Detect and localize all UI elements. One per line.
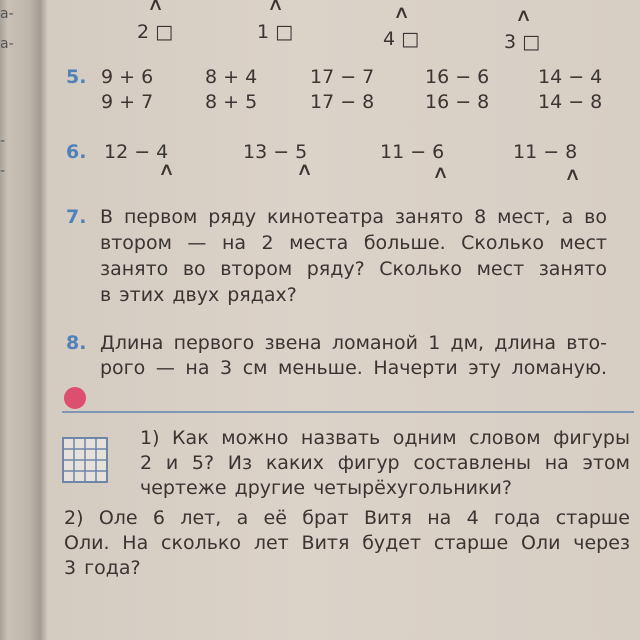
bonus-q2-line: Оли. На сколько лет Витя будет старше Оли через (64, 532, 630, 554)
pink-marker (64, 387, 86, 409)
caret-icon: ∧ (564, 164, 582, 185)
edge-fragment: а- (0, 36, 14, 52)
expression: 13 − 5 (243, 141, 308, 163)
expression: 9 + 6 (101, 66, 154, 88)
top-item: 3 □ (504, 31, 541, 53)
caret-icon: ∧ (432, 162, 450, 183)
caret-icon: ∧ (393, 2, 411, 23)
bonus-q2-line: 2) Оле 6 лет, а её брат Витя на 4 года старше (64, 507, 630, 529)
bonus-q1-line: 1) Как можно назвать одним словом фигуры (140, 427, 630, 449)
task-number: 6. (66, 141, 87, 163)
caret-icon: ∧ (158, 159, 176, 180)
expression: 16 − 8 (425, 91, 490, 113)
caret-icon: ∧ (296, 159, 314, 180)
expression: 11 − 8 (513, 141, 578, 163)
bonus-q1-line: чертеже другие четырёхугольники? (140, 477, 512, 499)
task7-line: втором — на 2 места больше. Сколько мест (100, 232, 607, 254)
top-item: 4 □ (383, 28, 420, 50)
expression: 11 − 6 (380, 141, 445, 163)
task-number: 5. (66, 66, 87, 88)
expression: 16 − 6 (425, 66, 490, 88)
caret-icon: ∧ (515, 5, 533, 26)
expression: 14 − 8 (538, 91, 603, 113)
grid-icon (62, 437, 108, 483)
task8-line: рого — на 3 см меньше. Начерти эту ломаную. (100, 357, 607, 379)
section-divider (62, 411, 634, 413)
caret-icon: ∧ (267, 0, 285, 15)
task-number: 7. (66, 206, 87, 228)
top-item: 2 □ (137, 21, 174, 43)
expression: 9 + 7 (101, 91, 154, 113)
task7-line: В первом ряду кинотеатра занято 8 мест, а во (100, 206, 607, 228)
expression: 17 − 8 (310, 91, 375, 113)
edge-fragment: - (0, 133, 6, 149)
expression: 14 − 4 (538, 66, 603, 88)
expression: 8 + 5 (205, 91, 258, 113)
expression: 17 − 7 (310, 66, 375, 88)
bonus-q1-line: 2 и 5? Из каких фигур составлены на этом (140, 452, 630, 474)
task8-line: Длина первого звена ломаной 1 дм, длина вто- (100, 332, 607, 354)
expression: 8 + 4 (205, 66, 258, 88)
task7-line: в этих двух рядах? (100, 284, 297, 306)
expression: 12 − 4 (104, 141, 169, 163)
edge-fragment: - (0, 163, 6, 179)
caret-icon: ∧ (147, 0, 165, 15)
task7-line: занято во втором ряду? Сколько мест занято (100, 258, 607, 280)
task-number: 8. (66, 332, 87, 354)
top-item: 1 □ (257, 21, 294, 43)
edge-fragment: а- (0, 6, 14, 22)
bonus-q2-line: 3 года? (64, 557, 141, 579)
